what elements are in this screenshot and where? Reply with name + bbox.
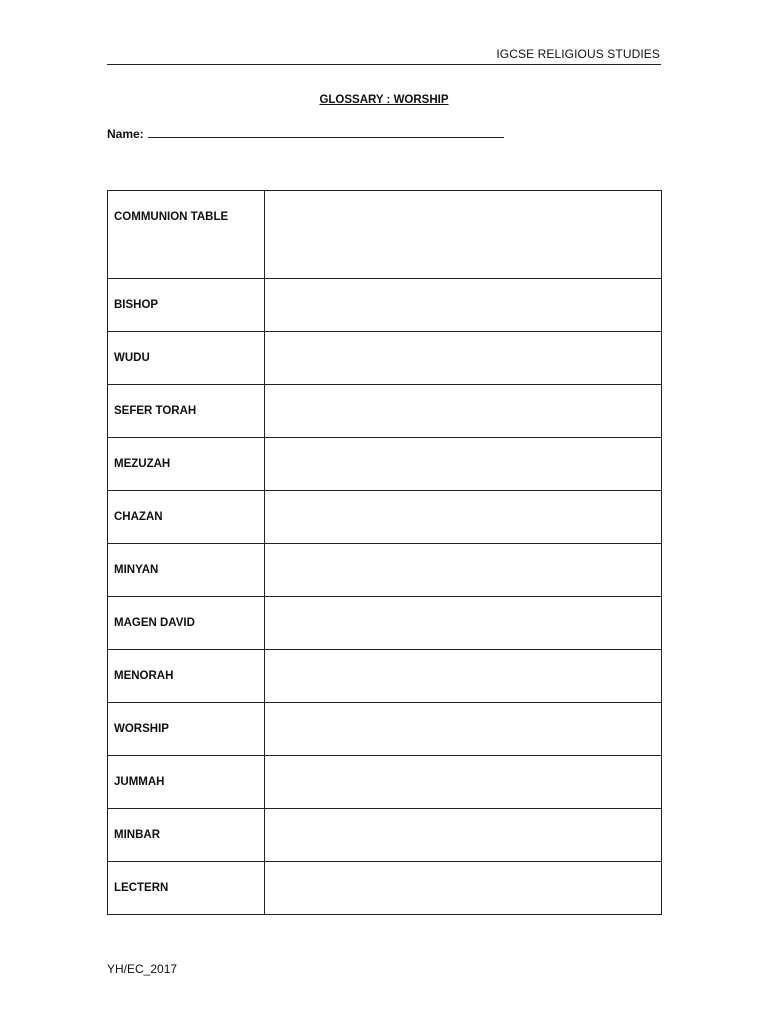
definition-cell[interactable] — [265, 279, 662, 332]
page-title: GLOSSARY : WORSHIP — [319, 94, 449, 106]
definition-cell[interactable] — [265, 438, 662, 491]
definition-cell[interactable] — [265, 597, 662, 650]
term-cell: MINYAN — [108, 544, 265, 597]
header-divider — [107, 64, 661, 65]
definition-cell[interactable] — [265, 756, 662, 809]
definition-cell[interactable] — [265, 491, 662, 544]
term-cell: WUDU — [108, 332, 265, 385]
term-cell: SEFER TORAH — [108, 385, 265, 438]
glossary-table — [107, 190, 662, 915]
term-cell: JUMMAH — [108, 756, 265, 809]
term-cell: WORSHIP — [108, 703, 265, 756]
definition-cell[interactable] — [265, 191, 662, 279]
term-cell: MEZUZAH — [108, 438, 265, 491]
table-row — [108, 438, 662, 491]
term-cell: MAGEN DAVID — [108, 597, 265, 650]
term-cell: LECTERN — [108, 862, 265, 915]
table-row — [108, 332, 662, 385]
table-row — [108, 703, 662, 756]
table-row — [108, 650, 662, 703]
definition-cell[interactable] — [265, 332, 662, 385]
table-row — [108, 491, 662, 544]
term-cell: COMMUNION TABLE — [108, 191, 265, 279]
definition-cell[interactable] — [265, 385, 662, 438]
term-cell: MINBAR — [108, 809, 265, 862]
table-row — [108, 544, 662, 597]
header-course-title: IGCSE RELIGIOUS STUDIES — [496, 47, 660, 61]
table-row — [108, 809, 662, 862]
name-blank-line[interactable] — [148, 125, 504, 138]
term-cell: CHAZAN — [108, 491, 265, 544]
table-row — [108, 279, 662, 332]
definition-cell[interactable] — [265, 650, 662, 703]
name-label: Name: — [107, 127, 144, 141]
definition-cell[interactable] — [265, 544, 662, 597]
table-row — [108, 862, 662, 915]
name-field-row — [107, 125, 504, 141]
definition-cell[interactable] — [265, 862, 662, 915]
table-row — [108, 756, 662, 809]
term-cell: MENORAH — [108, 650, 265, 703]
table-row — [108, 597, 662, 650]
term-cell: BISHOP — [108, 279, 265, 332]
footer-code: YH/EC_2017 — [107, 962, 178, 976]
definition-cell[interactable] — [265, 809, 662, 862]
definition-cell[interactable] — [265, 703, 662, 756]
table-row — [108, 191, 662, 279]
table-row — [108, 385, 662, 438]
